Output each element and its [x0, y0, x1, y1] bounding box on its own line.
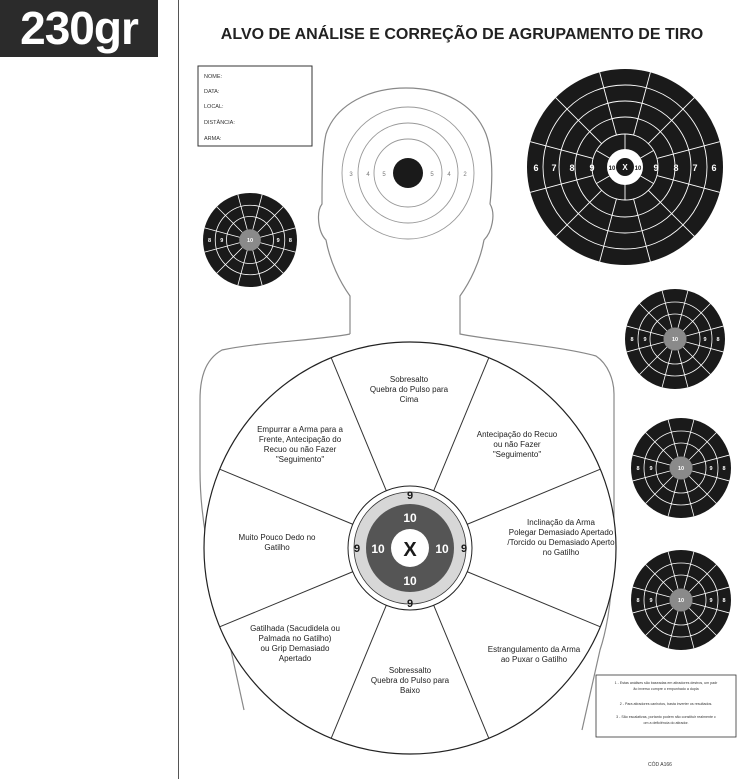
wheel-segment-label: Polegar Demasiado Apertado [508, 528, 614, 537]
head-target [342, 107, 474, 239]
small-target-ring-label: 9 [643, 337, 647, 343]
wheel-segment-label: Muito Pouco Dedo no [238, 533, 316, 542]
small-target-ring-label: 8 [208, 238, 212, 244]
big-target-ring-label: 8 [673, 163, 679, 173]
wheel-score-9-left: 9 [353, 543, 361, 555]
small-target-ring-label: 10 [246, 238, 254, 244]
small-target-ring-label: 9 [709, 466, 713, 472]
big-target-ring-label: 6 [711, 163, 717, 173]
diagnosis-wheel [204, 342, 616, 754]
big-target-x: X [622, 163, 628, 172]
head-ring-label: 4 [447, 172, 451, 178]
wheel-score-10-left: 10 [371, 542, 385, 556]
notes-box [596, 675, 736, 737]
small-target-ring-label: 10 [677, 466, 685, 472]
wheel-score-9-bottom: 9 [406, 598, 414, 610]
small-target-ring-label: 8 [288, 238, 292, 244]
wheel-segment-label: Quebra do Pulso para [369, 385, 449, 394]
wheel-segment-label: Inclinação da Arma [526, 518, 596, 527]
wheel-segment-label: Antecipação do Recuo [476, 430, 558, 439]
wheel-segment-label: Recuo ou não Fazer [263, 445, 337, 454]
head-ring-label: 3 [349, 172, 353, 178]
shooter-info-form [198, 66, 312, 146]
big-target [527, 69, 723, 265]
form-field-name: NOME: [204, 74, 223, 80]
wheel-score-9-top: 9 [406, 490, 414, 502]
wheel-score-10-bottom: 10 [403, 574, 417, 588]
small-target [203, 193, 297, 287]
small-target-ring-label: 10 [677, 598, 685, 604]
small-target-ring-label: 9 [649, 466, 653, 472]
small-target [631, 418, 731, 518]
form-field-distance: DISTÂNCIA: [204, 120, 235, 126]
note-line: 3 - São escalativas, portanto podem não constituir realmente c [616, 715, 716, 719]
small-target [631, 550, 731, 650]
head-ring-label: 4 [366, 172, 370, 178]
big-target-ring-label: 8 [569, 163, 575, 173]
small-target-ring-label: 10 [671, 337, 679, 343]
wheel-segment-label: "Seguimento" [275, 455, 325, 464]
small-target-ring-label: 8 [630, 337, 634, 343]
wheel-segment-label: Baixo [399, 686, 421, 695]
big-target-ring-label: 6 [533, 163, 539, 173]
product-code: CÓD A166 [648, 762, 672, 768]
small-target-ring-label: 8 [716, 337, 720, 343]
small-target-ring-label: 9 [649, 598, 653, 604]
wheel-segment-label: ou Grip Demasiado [260, 644, 330, 653]
note-line: 1 - Estas análises são baseadas em atiradores destros, um padr [614, 681, 718, 685]
wheel-score-10-right: 10 [435, 542, 449, 556]
wheel-segment-label: Frente, Antecipação do [258, 435, 342, 444]
form-field-date: DATA: [204, 89, 220, 95]
wheel-segment-label: Gatilho [264, 543, 290, 552]
wheel-segment-label: ou não Fazer [493, 440, 541, 449]
small-target-ring-label: 9 [220, 238, 224, 244]
note-line: om a deficiência do atirador. [643, 721, 689, 725]
wheel-score-10-top: 10 [403, 511, 417, 525]
wheel-segment-label: Empurrar a Arma para a [257, 425, 343, 434]
wheel-segment-label: Gatilhada (Sacudidela ou [250, 624, 340, 633]
wheel-segment-label: Sobressalto [388, 666, 432, 675]
wheel-score-9-right: 9 [460, 543, 468, 555]
small-target-ring-label: 8 [722, 598, 726, 604]
wheel-segment-label: "Seguimento" [492, 450, 542, 459]
head-ring-label: 5 [382, 172, 386, 178]
small-target [625, 289, 725, 389]
big-target-center-label: 10 [634, 166, 642, 172]
big-target-ring-label: 7 [551, 163, 557, 173]
form-field-weapon: ARMA: [204, 136, 222, 142]
small-target-ring-label: 8 [722, 466, 726, 472]
sheet-title: ALVO DE ANÁLISE E CORREÇÃO DE AGRUPAMENTO DE TIRO [220, 26, 704, 43]
small-target-ring-label: 9 [703, 337, 707, 343]
big-target-ring-label: 9 [653, 163, 659, 173]
big-target-ring-label: 7 [692, 163, 698, 173]
wheel-segment-label: Cima [399, 395, 419, 404]
head-ring-label: 2 [463, 172, 467, 178]
small-target-ring-label: 9 [709, 598, 713, 604]
wheel-segment-label: Quebra do Pulso para [370, 676, 450, 685]
wheel-segment-label: Apertado [278, 654, 312, 663]
big-target-center-label: 10 [608, 166, 616, 172]
small-target-ring-label: 8 [636, 598, 640, 604]
wheel-segment-label: no Gatilho [542, 548, 580, 557]
caliber-badge: 230gr [0, 0, 158, 57]
wheel-center-x: X [403, 539, 417, 561]
big-target-ring-label: 9 [589, 163, 595, 173]
wheel-segment-label: Palmada no Gatilho) [258, 634, 332, 643]
wheel-segment-label: Estrangulamento da Arma [487, 645, 581, 654]
note-line: ão inverso cumpre o empunhado a dupla [633, 687, 699, 691]
head-ring-label: 5 [430, 172, 434, 178]
small-target-ring-label: 8 [636, 466, 640, 472]
wheel-segment-label: ao Puxar o Gatilho [500, 655, 568, 664]
wheel-segment-label: Sobresalto [389, 375, 429, 384]
wheel-segment-label: /Torcido ou Demasiado Aperto [507, 538, 615, 547]
form-field-place: LOCAL: [204, 104, 224, 110]
small-target-ring-label: 9 [276, 238, 280, 244]
note-line: 2 - Para atiradores canhotos, basta inverter os resultados. [619, 702, 713, 706]
